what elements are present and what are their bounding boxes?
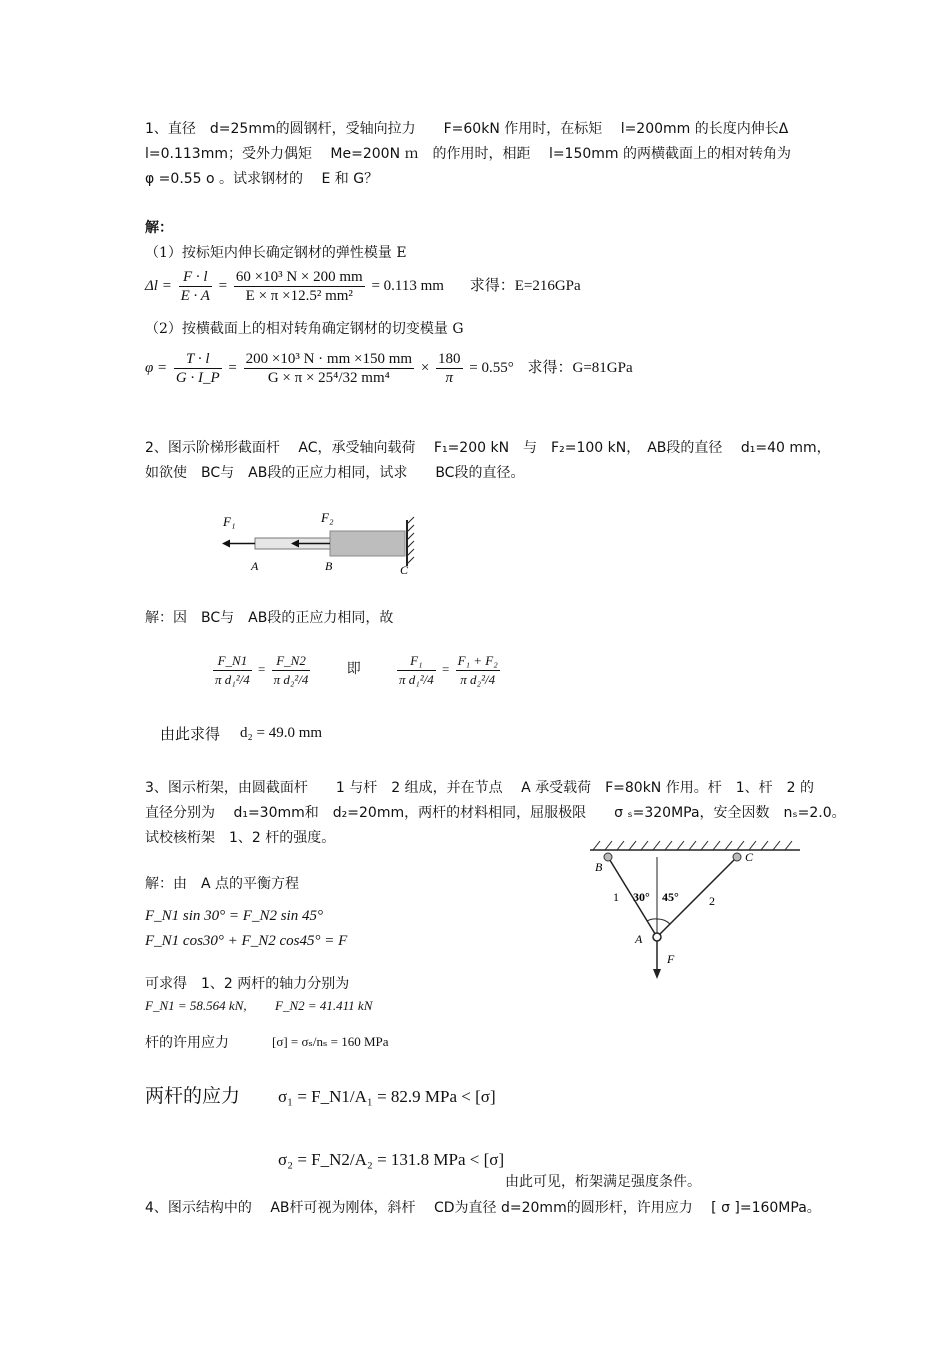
f1-arrow-icon xyxy=(222,540,230,548)
label-a: A xyxy=(635,932,643,946)
label-c: C xyxy=(400,563,409,577)
stepped-bar-figure xyxy=(215,508,455,583)
q3-conclusion: 由此可见，桁架满足强度条件。 xyxy=(505,1174,701,1190)
q1-step-2: （2）按横截面上的相对转角确定钢材的切变模量 G xyxy=(145,321,464,337)
q1-line-1: 1、直径 d=25mm的圆钢杆，受轴向拉力 F=60kN 作用时，在标矩 l=200mm 的长度内伸长Δ xyxy=(145,121,789,137)
q3-allowable-label: 杆的许用应力 xyxy=(145,1035,229,1051)
q2-line-1: 2、图示阶梯形截面杆 AC，承受轴向载荷 F₁=200 kN 与 F₂=100 kN， AB段的直径 d₁=40 mm， xyxy=(145,440,831,456)
q3-stress-label: 两杆的应力 xyxy=(145,1085,241,1107)
pin-c xyxy=(733,853,741,861)
load-arrow-icon xyxy=(653,969,661,979)
q3-fn1: F_N1 = 58.564 kN, xyxy=(145,998,247,1013)
q1-step-1: （1）按标矩内伸长确定钢材的弹性模量 E xyxy=(145,245,407,261)
q3-line-1: 3、图示桁架，由圆截面杆 1 与杆 2 组成，并在节点 A 承受载荷 F=80kN 作用。杆 1、杆 2 的 xyxy=(145,780,814,796)
q1-equation-2: φ = $\frac{T \cdot l}{G \cdot I\_P}$ = $\frac{\text{200 ×10³ N · mm ×150 mm}}{\text{G × π × 25⁴/32 mm⁴}}$ × $\frac{180}{\pi}$ = 0.55° 求得：G=81GPa xyxy=(145,351,633,386)
label-b: B xyxy=(595,860,603,874)
q3-line-2: 直径分别为 d₁=30mm和 d₂=20mm，两杆的材料相同，屈服极限 σ ₛ=320MPa，安全因数 nₛ=2.0。 xyxy=(145,805,846,821)
q3-fn2: F_N2 = 41.411 kN xyxy=(275,998,373,1013)
label-f2: F₂ xyxy=(321,510,334,525)
q3-line-3: 试校核桁架 1、2 杆的强度。 xyxy=(145,830,336,846)
label-angle-30: 30° xyxy=(633,890,650,904)
label-f: F xyxy=(667,952,675,966)
segment-bc xyxy=(330,531,405,556)
pin-b xyxy=(604,853,612,861)
label-c: C xyxy=(745,850,754,864)
q2-result-label: 由此求得 xyxy=(160,725,221,743)
label-bar-2: 2 xyxy=(709,894,715,908)
label-b: B xyxy=(325,559,333,573)
q3-equilibrium-1: F_N1 sin 30° = F_N2 sin 45° xyxy=(145,908,323,924)
label-a: A xyxy=(251,559,259,573)
q1-equation-1: Δl = $\frac{F \cdot l}{E \cdot A}$ = $\frac{\text{60 ×10³ N × 200 mm}}{\text{E × π ×12.5² mm²}}$ = 0.113 mm 求得：E=216GPa xyxy=(145,269,581,304)
q3-sigma-1: σ₁ = F_N1/A₁ = 82.9 MPa < [σ] xyxy=(278,1087,496,1106)
q2-equation: $\frac{F\_N1}{\text{π d₁²/4}}$ = $\frac{F\_N2}{\text{π d₂²/4}}$ 即 $\frac{\text{F₁}}{\text{π d₁²/4}}$ = $\frac{\text{F₁ + F₂}}{\text{π d₂²/4}}$ xyxy=(215,653,498,687)
truss-figure xyxy=(585,835,805,985)
label-bar-1: 1 xyxy=(613,890,619,904)
q3-allowable-eq: [σ] = σₛ/nₛ = 160 MPa xyxy=(272,1034,389,1049)
q2-line-2: 如欲使 BC与 AB段的正应力相同，试求 BC段的直径。 xyxy=(145,465,525,481)
q2-result: d₂ = 49.0 mm xyxy=(240,725,323,741)
q3-sigma-2: σ₂ = F_N2/A₂ = 131.8 MPa < [σ] xyxy=(278,1150,505,1169)
q4-line-1: 4、图示结构中的 AB杆可视为刚体，斜杆 CD为直径 d=20mm的圆形杆，许用应力 [ σ ]=160MPa。 xyxy=(145,1200,821,1216)
q3-equilibrium-2: F_N1 cos30° + F_N2 cos45° = F xyxy=(145,933,348,949)
label-f1: F₁ xyxy=(223,514,236,529)
label-angle-45: 45° xyxy=(662,890,679,904)
pin-a xyxy=(653,933,661,941)
q1-solution-label: 解： xyxy=(145,220,173,236)
q3-forces-text: 可求得 1、2 两杆的轴力分别为 xyxy=(145,976,350,992)
q1-line-3: φ =0.55 o 。试求钢材的 E 和 G？ xyxy=(145,171,379,187)
q2-solution: 解：因 BC与 AB段的正应力相同，故 xyxy=(145,610,394,626)
q1-line-2: l=0.113mm；受外力偶矩 Me=200N ｍ 的作用时，相距 l=150mm 的两横截面上的相对转角为 xyxy=(145,146,792,162)
q3-solution: 解：由 A 点的平衡方程 xyxy=(145,876,300,892)
